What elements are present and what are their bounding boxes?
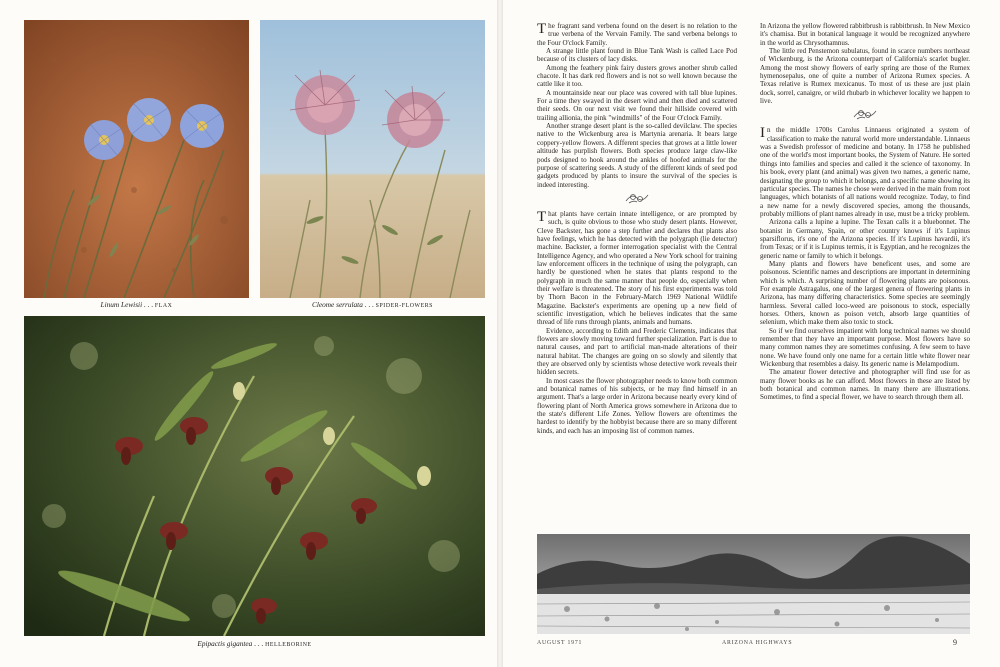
paragraph: Another strange desert plant is the so-called devilclaw. The species native to the Wickenburg area is Martynia arenaria. It bears large coppery-yellow flowers. A different species that grows at a little lower altitude has purplish flowers. Both species produce large claw-like pods designed to hook around the ankles of hoofed animals for the purpose of scattering seeds. A study of the different kinds of seed pod gadgets produced by plants to insure the survival of the species is indeed interesting. [537, 122, 737, 189]
floral-ornament-icon [537, 191, 737, 207]
cleome-photo [260, 20, 485, 298]
paragraph: Arizona calls a lupine a lupine. The Texan calls it a bluebonnet. The botanist in Germany, Spain, or other country knows if it's Lupinus sparsiflorus, it's one of the Arizona species. If it's Lupinus havardii, it's from Texas; or if it is Lupinus termis, it is Egyptian, and he recognizes the generic name or family to which it belongs. [760, 218, 970, 260]
paragraph [537, 210, 737, 327]
text-column-1 [537, 22, 737, 530]
paragraph: A mountainside near our place was covered with tall blue lupines. For a time they swayed in the desert wind and then died and scattered their seeds. On our next visit we found their hillside covered with trailing allionia, the pink "windmills" of the Four O'clock Family. [537, 88, 737, 122]
paragraph [537, 22, 737, 47]
paragraph: Many plants and flowers have beneficent uses, and some are poisonous. Scientific names and descriptions are important in determining which is which. A surprising number of flowering plants are poisonous. For example Astragalus, one of the largest genera of flowering plants in Arizona, has many differing characteristics. Some species are seemingly harmless. Several called loco-weed are poisonous to stock, especially horses. Others, known as poison vetch, absorb large quantities of selenium, which make them also toxic to stock. [760, 259, 970, 327]
helleborine-photo [24, 316, 485, 636]
caption-common: HELLEBORINE [265, 642, 312, 648]
paragraph-text: n the middle 1700s Carolus Linnaeus originated a system of classification to make the natural world more understandable. Linnaeus was a Swedish professor of medicine and botany. In 1758 he published one of the world's most important books, the System of Nature. He sorted things into families and species and called it the science of taxonomy. In his book, every plant (and animal) was given two names, a generic name, designating the group to which it belongs, and a specific name showing its particular species. The names he chose were derived in the main from root languages, which botanists of all nations would recognize. Today, to find a new name for a newly discovered species, among the thousands, probably millions of plant names already in use, must be a tricky problem. [760, 126, 970, 218]
caption-common: FLAX [154, 303, 173, 309]
floral-ornament-icon [760, 107, 970, 123]
caption-sep: . . . [142, 300, 155, 309]
landscape-photo [537, 534, 970, 634]
caption-latin: Epipactis gigantea [197, 639, 253, 648]
drop-cap: T [537, 22, 547, 37]
caption-latin: Cleome serrulata [311, 300, 363, 309]
text-column-2 [760, 22, 970, 530]
flax-photo [24, 20, 249, 298]
paragraph: In most cases the flower photographer needs to know both common and botanical names of his subjects, or he may find himself in an argument. That's a large order in Arizona because nearly every kind of flowering plant of North America grows somewhere in Arizona due to the state's different Life Zones. Yellow flowers are oftentimes the hardest to identify by the hobbyist because there are so many different kinds, and each has an imposing list of common names. [537, 376, 737, 435]
paragraph: Evidence, according to Edith and Frederic Clements, indicates that flowers are slowly moving toward further specialization. Part is due to natural causes, and part to artificial man-made alterations of their natural habitat. The changes are going on so slowly and silently that they are observed only by scientists whose detective work reveals their hidden secrets. [537, 326, 737, 377]
caption-sep: . . . [362, 300, 376, 309]
drop-cap: I [760, 125, 765, 142]
page-gutter [497, 0, 503, 667]
cleome-caption [260, 300, 485, 309]
flax-caption [24, 300, 249, 309]
paragraph: Among the feathery pink fairy dusters grows another shrub called chacote. It has dark red flowers and is not so well known because the cattle like it too. [537, 63, 737, 89]
paragraph: The amateur flower detective and photographer will find use for as many flower books as he can afford. Most flowers in these are listed by both botanical and common names. In many there are illustrations. Sometimes, to find a special flower, we have to search through them all. [760, 368, 970, 402]
footer-magazine: ARIZONA HIGHWAYS [722, 640, 793, 646]
helleborine-caption [24, 639, 485, 648]
caption-latin: Linum Lewisii [100, 300, 143, 309]
paragraph: So if we find ourselves impatient with long technical names we should remember that they have an important purpose. Most flowers have so many common names they are sometimes confusing. A few seem to have none. We have found only one name for a certain little white flower near Wickenburg that resembles a daisy. Its generic name is Melampodium. [760, 326, 970, 369]
page-number: 9 [953, 638, 957, 647]
paragraph: A strange little plant found in Blue Tank Wash is called Lace Pod because of its clusters of lacy disks. [537, 47, 737, 64]
paragraph-text: hat plants have certain innate intelligence, or are prompted by such, is quite obvious to those who study desert plants. However, Cleve Backster, has gone a step further and declares that plants also have feelings, which he has detected with the polygraph (lie detector) machine. Backster, a former interrogation specialist with the Central Intelligence Agency, and who operated a New York school for training law enforcement officers in the technique of using the polygraph, can hardly be questioned when he states that plants respond to the polygraph in much the same manner that people do, especially when their welfare is threatened. The story of his first experiments was told by Thorn Bacon in the February-March 1969 National Wildlife Magazine. Backster's experiments are opening up a new field of scientific investigation, which he believes indicates that the same thread of life runs through plants, animals and humans. [537, 209, 737, 327]
caption-common: SPIDER-FLOWERS [375, 303, 433, 309]
paragraph: In Arizona the yellow flowered rabbitbrush is rabbitbrush. In New Mexico it's chamisa. But in botanical language it would be recognized anywhere in the world as Chrysothamnus. [760, 22, 970, 47]
caption-sep: . . . [252, 639, 266, 648]
footer-date: AUGUST 1971 [537, 640, 583, 646]
paragraph-text: he fragrant sand verbena found on the desert is no relation to the true verbena of the Vervain Family. The sand verbena belongs to the Four O'clock Family. [537, 22, 737, 47]
drop-cap: T [537, 208, 547, 225]
paragraph: The little red Penstemon subulatus, found in scarce numbers northeast of Wickenburg, is the Arizona counterpart of California's scarlet bugler. Among the most showy flowers of early spring are those of the Rumex hymenosepalus, one of quite a number of Arizona Rumex species. A Texas relative is Rumex mexicanus. To most of us these are just plain dock, sorrel, canaigre, or wild rhubarb in whichever locality we happen to live. [760, 47, 970, 106]
paragraph [760, 126, 970, 218]
